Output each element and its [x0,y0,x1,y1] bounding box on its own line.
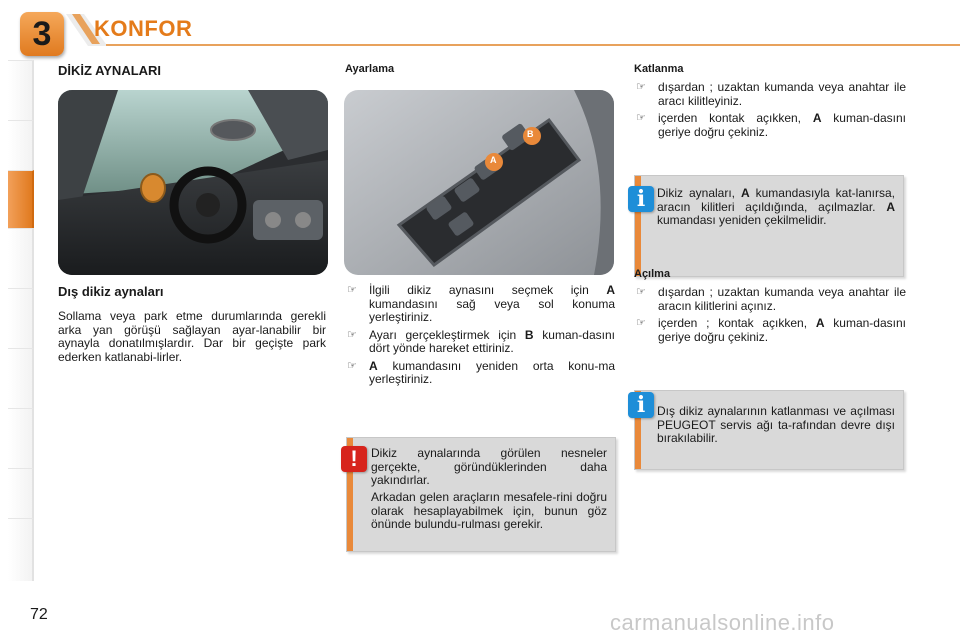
warning-paragraph-1: Dikiz aynalarında görülen nesneler gerçekte, göründüklerinden daha yakındırlar. [371,446,607,487]
folding-steps [634,81,906,143]
folding-step-2: ☞ içerden kontak açıkken, A kuman-dasını geriye doğru çekiniz. [636,111,906,139]
pointer-icon: ☞ [636,112,646,124]
chapter-tab-7[interactable] [8,408,34,471]
watermark: carmanualsonline.info [610,610,835,635]
adjust-step-2: ☞ Ayarı gerçekleştirmek için B kuman-dasını dört yönde hareket ettiriniz. [347,327,615,355]
pointer-icon: ☞ [636,317,646,329]
pointer-icon: ☞ [636,81,646,93]
folding-heading: Katlanma [634,63,684,75]
chapter-badge [20,12,64,56]
info-icon: i [628,186,654,212]
chapter-tab-9[interactable] [8,518,34,581]
pointer-icon: ☞ [347,359,357,372]
section-title: DİKİZ AYNALARI [58,63,162,78]
adjust-step-1: ☞ İlgili dikiz aynasını seçmek için A kumandasını sağ veya sol konuma yerleştiriniz. [347,283,615,324]
adjustment-heading: Ayarlama [345,63,395,75]
pointer-icon: ☞ [347,284,357,296]
chapter-tab-6[interactable] [8,348,34,411]
info-box-folding [634,175,904,277]
pointer-icon: ☞ [636,286,646,298]
pointer-icon: ☞ [347,328,357,341]
chapter-tab-5[interactable] [8,288,34,351]
unfolding-heading: Açılma [634,268,671,280]
unfolding-steps [634,286,906,348]
info-service-text: Dış dikiz aynalarının katlanması ve açılması PEUGEOT servis ağı ta-rafından devre dışı bırakılabilir. [657,404,895,445]
photo-label-a: A [490,155,497,165]
chapter-title: KONFOR [94,16,193,41]
adjust-step-3: ☞ A kumandasını yeniden orta konu-ma yerleştiriniz. [347,358,615,386]
adjustment-steps [345,284,615,391]
chapter-number: 3 [32,14,52,53]
warning-paragraph-2: Arkadan gelen araçların mesafele-rini doğru olarak hesaplayabilmek için, bunun göz önünde bulundu-rulması gerekir. [371,490,607,531]
warning-box [346,437,616,552]
folding-step-1: ☞ dışardan ; uzaktan kumanda veya anahtar ile aracı kilitleyiniz. [636,80,906,108]
chapter-tab-4[interactable] [8,228,34,291]
info-box-service [634,390,904,470]
unfolding-step-1: ☞ dışardan ; uzaktan kumanda veya anahtar ile aracın kilitlerini açınız. [636,285,906,313]
header-rule [96,44,960,46]
photo-label-b: B [527,129,534,139]
interior-mirror-photo [58,90,328,275]
info-icon: i [628,392,654,418]
outside-mirrors-description: Sollama veya park etme durumlarında gerekli arka yan görüşü sağlayan ayar-lanabilir bir aynayla donatılmışlardır. Dar bir geçişte park ederken katlanabi-lirler. [58,309,326,364]
info-folding-text: Dikiz aynaları, A kumandasıyla kat-lanırsa, aracın kilitleri açıldığında, açılmazlar. A kumandası yeniden çekilmelidir. [657,186,895,227]
chapter-tab-1[interactable] [8,60,34,123]
subheading-outside-mirrors: Dış dikiz aynaları [58,284,164,299]
page-number: 72 [30,606,48,623]
unfolding-step-2: ☞ içerden ; kontak açıkken, A kuman-dasını geriye doğru çekiniz. [636,316,906,344]
warning-icon: ! [341,446,367,472]
chapter-tab-3-active[interactable] [8,170,34,233]
mirror-control-photo [344,90,614,275]
chapter-tabs [8,60,32,580]
